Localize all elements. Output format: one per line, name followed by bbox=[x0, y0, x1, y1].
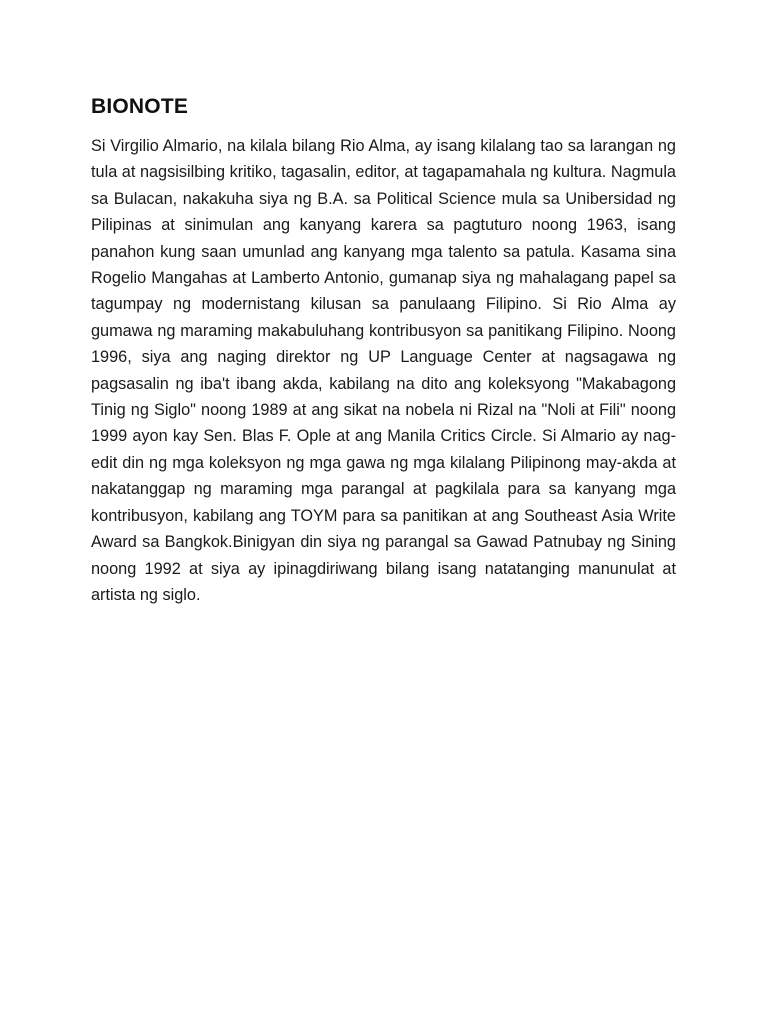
document-title: BIONOTE bbox=[91, 95, 189, 118]
document-content bbox=[91, 95, 676, 608]
bionote-paragraph: Si Virgilio Almario, na kilala bilang Rio Alma, ay isang kilalang tao sa larangan ng tula at nagsisilbing kritiko, tagasalin, editor, at tagapamahala ng kultura. Nagmula sa Bulacan, nakakuha siya ng B.A. sa Political Science mula sa Unibersidad ng Pilipinas at sinimulan ang kanyang karera sa pagtuturo noong 1963, isang panahon kung saan umunlad ang kanyang mga talento sa patula. Kasama sina Rogelio Mangahas at Lamberto Antonio, gumanap siya ng mahalagang papel sa tagumpay ng modernistang kilusan sa panulaang Filipino. Si Rio Alma ay gumawa ng maraming makabuluhang kontribusyon sa panitikang Filipino. Noong 1996, siya ang naging direktor ng UP Language Center at nagsagawa ng pagsasalin ng iba't ibang akda, kabilang na dito ang koleksyong "Makabagong Tinig ng Siglo" noong 1989 at ang sikat na nobela ni Rizal na "Noli at Fili" noong 1999 ayon kay Sen. Blas F. Ople at ang Manila Critics Circle. Si Almario ay nag-edit din ng mga koleksyon ng mga gawa ng mga kilalang Pilipinong may-akda at nakatanggap ng maraming mga parangal at pagkilala para sa kanyang mga kontribusyon, kabilang ang TOYM para sa panitikan at ang Southeast Asia Write Award sa Bangkok.Binigyan din siya ng parangal sa Gawad Patnubay ng Sining noong 1992 at siya ay ipinagdiriwang bilang isang natatanging manunulat at artista ng siglo. bbox=[91, 137, 676, 604]
